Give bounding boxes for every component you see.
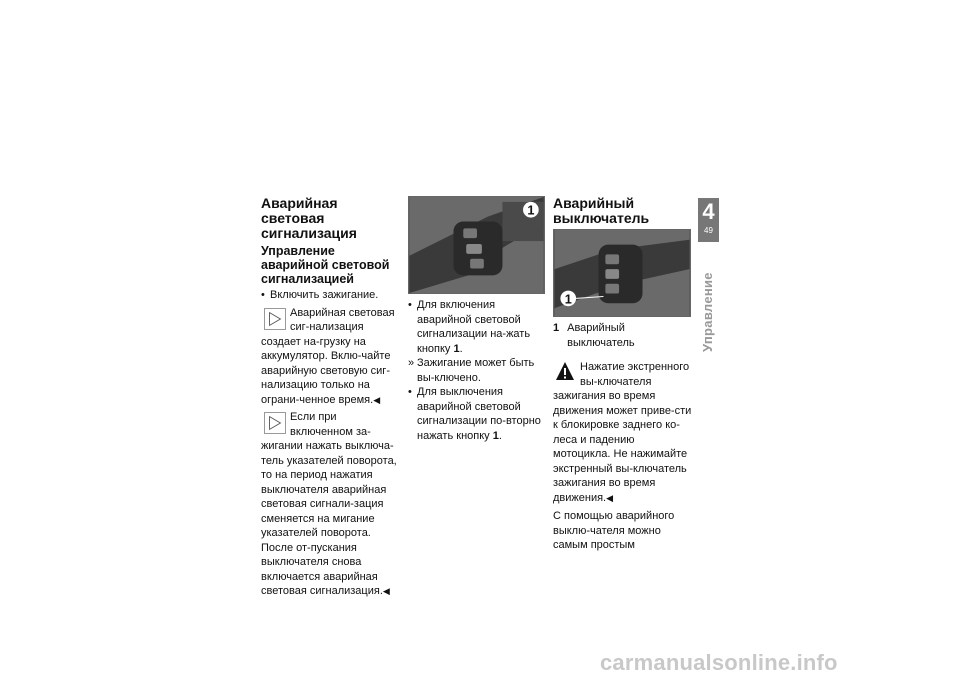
period: . [498, 429, 502, 442]
chapter-number: 4 [702, 199, 715, 224]
handlebar-switch-photo [408, 196, 545, 294]
warning-note [553, 360, 693, 505]
step-disable-hazard-text: Для выключения аварийной световой сигнализации по-вторно нажать кнопку [417, 386, 541, 442]
warning-text: Нажатие экстренного вы-ключателя зажигания во время движения может приве-сти к блокировке заднего ко-леса и падению мотоцикла. Не нажимайте экстренный вы-ключатель зажигания во время движения. [553, 361, 692, 504]
photo-caption [553, 321, 693, 350]
warning-triangle-icon [555, 361, 575, 381]
caption-text: Аварийный выключатель [567, 322, 635, 349]
button-ref: 1 [453, 342, 460, 355]
page-number: 49 [704, 226, 713, 235]
note-icon [264, 308, 286, 330]
step-disable-hazard [408, 385, 545, 443]
photo-callout-1: 1 [527, 202, 535, 218]
emergency-switch-photo [553, 229, 691, 317]
end-mark: ◀ [373, 394, 381, 405]
section-title: Аварийный выключатель [553, 195, 650, 226]
end-mark: ◀ [382, 586, 390, 596]
subsection-title: Управление аварийной световой сигнализацией [261, 244, 390, 286]
photo-callout-1: 1 [564, 292, 572, 307]
column-right [553, 196, 693, 553]
watermark: carmanualsonline.info [600, 650, 838, 675]
chapter-label: Управление [700, 272, 715, 352]
end-mark: ◀ [606, 492, 614, 503]
result-ignition: » Зажигание может быть вы-ключено. [408, 356, 545, 385]
column-middle [408, 196, 545, 443]
note-icon [264, 412, 286, 434]
caption-number: 1 [553, 322, 560, 334]
step-switch-on-ignition: • Включить зажигание. [261, 288, 401, 303]
note-battery-text: Аварийная световая сиг-нализация создает на-грузку на аккумулятор. Вклю-чайте аварийную световую сиг-нализацию только на ограни-ченное время. [261, 306, 395, 406]
step-enable-hazard-text: Для включения аварийной световой сигнализации на-жать кнопку [417, 299, 531, 355]
emergency-switch-paragraph: С помощью аварийного выклю-чателя можно самым простым [553, 510, 675, 551]
chapter-tab [698, 198, 719, 242]
note-battery [261, 306, 401, 408]
section-title: Аварийная световая сигнализация [261, 195, 357, 241]
button-ref: 1 [492, 429, 499, 442]
note-turn-signal-text: Если при включенном за-жигании нажать выключа-тель указателей поворота, то на период нажатия выключателя аварийная световая сигнали-зация сменяется на мигание указателей поворота. После от-пускания выключателя снова включается аварийная световая сигнализация. [261, 411, 397, 597]
note-turn-signal [261, 410, 401, 599]
period: . [459, 342, 463, 355]
step-enable-hazard [408, 298, 545, 356]
column-left [261, 196, 401, 599]
